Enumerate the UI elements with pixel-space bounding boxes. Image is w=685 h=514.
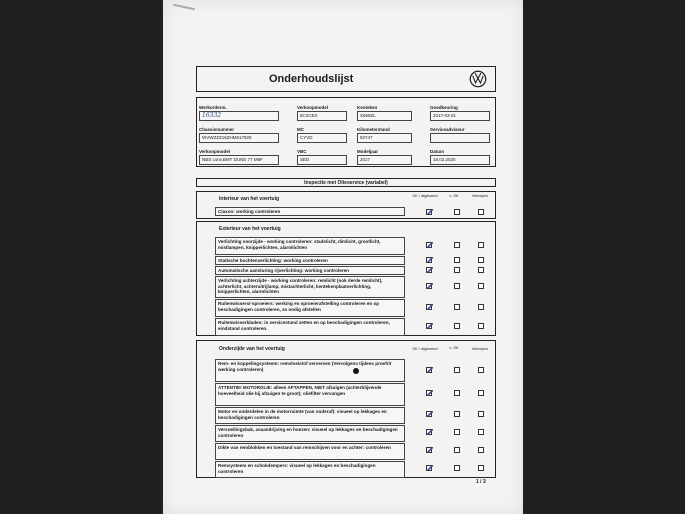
- vw-logo-icon: [469, 70, 487, 88]
- title-bar: [196, 66, 496, 92]
- checkbox-verholpen[interactable]: [478, 267, 484, 273]
- col-verholpen: Verholpen: [471, 194, 489, 198]
- checkbox-verholpen[interactable]: [478, 323, 484, 329]
- vehicle-info-box: [196, 97, 496, 167]
- field-label: Kenteken: [357, 105, 378, 110]
- item-text: Versnellingsbak, asaandrijving en hoezen: visueel op lekkages en beschadigingen controleren: [215, 425, 405, 442]
- col-verholpen: Verholpen: [471, 347, 489, 351]
- field-chassisnummer: [199, 127, 279, 143]
- field-kilometerstand: [357, 127, 412, 143]
- field-value: WVWZZZ16ZHM617929: [199, 133, 279, 143]
- checkbox-verholpen[interactable]: [478, 304, 484, 310]
- checkbox-verholpen[interactable]: [478, 447, 484, 453]
- checklist-row: [197, 406, 495, 424]
- field-label: Werkorderm.: [199, 105, 227, 110]
- field-modeljaar: [357, 149, 412, 165]
- item-text: Claxon: working controleren: [215, 207, 405, 216]
- checkbox-ok[interactable]: [426, 411, 432, 417]
- field-value: NBS conv.BMT DUNE 77 M6F: [199, 155, 279, 165]
- checkbox-not-ok[interactable]: [454, 429, 460, 435]
- checklist-row: [197, 206, 495, 216]
- checklist-row: [197, 236, 495, 255]
- pen-mark: [173, 4, 195, 11]
- checkbox-ok[interactable]: [426, 465, 432, 471]
- checklist-row: [197, 424, 495, 442]
- col-ok: OK / uitgevoerd: [412, 347, 438, 351]
- field-label: Modeljaar: [357, 149, 379, 154]
- item-text: Rem- en koppelingsysteem: remvloeistof verversen (Vervolgens tijdens proefrit werking controleren): [215, 359, 405, 382]
- checkbox-not-ok[interactable]: [454, 465, 460, 471]
- field-value: X658ZL: [357, 111, 412, 121]
- field-value: 5C2CEX: [297, 111, 347, 121]
- checklist-row: [197, 382, 495, 406]
- checkbox-ok[interactable]: [426, 267, 432, 273]
- checklist-row: [197, 275, 495, 298]
- section-exterieur: [196, 221, 496, 336]
- checkbox-ok[interactable]: [426, 429, 432, 435]
- section-interieur: [196, 191, 496, 219]
- checkbox-ok[interactable]: [426, 304, 432, 310]
- item-text: Motor en onderdelen in de motorruimte (van onderaf): visueel op lekkages en beschadigingen controleren: [215, 407, 405, 424]
- item-text: Statische bochtenverlichting: working controleren: [215, 256, 405, 265]
- checkbox-verholpen[interactable]: [478, 283, 484, 289]
- page-number: 1 / 3: [476, 479, 486, 485]
- field-value: 2017-03-01: [430, 111, 490, 121]
- field-value: 2017: [357, 155, 412, 165]
- checkbox-ok[interactable]: [426, 447, 432, 453]
- checkbox-not-ok[interactable]: [454, 411, 460, 417]
- checkbox-not-ok[interactable]: [454, 267, 460, 273]
- section-name: Interieur van het voertuig: [219, 196, 280, 202]
- field-label: Chassisnummer: [199, 127, 235, 132]
- field-verkoopmodel-naam: [199, 149, 279, 165]
- field-label: Goedkeuring: [430, 105, 458, 110]
- checkbox-not-ok[interactable]: [454, 209, 460, 215]
- item-text: Verlichting achterzijde - working controleren: remlicht (ook derde remlicht), achterlicht, achteruitrijlamp, mistachterlicht, kentekenplaatverlichting, knipperlichten, alarmlichten: [215, 276, 405, 298]
- field-label: MC: [297, 127, 304, 132]
- col-ok: OK / uitgevoerd: [412, 194, 438, 198]
- checkbox-verholpen[interactable]: [478, 429, 484, 435]
- checkbox-not-ok[interactable]: [454, 242, 460, 248]
- checkbox-ok[interactable]: [426, 390, 432, 396]
- checkbox-verholpen[interactable]: [478, 411, 484, 417]
- field-werkorder: [199, 105, 279, 121]
- checklist-row: [197, 358, 495, 382]
- item-text: Remsysteem en schokdempers: visueel op lekkages en beschadigingen controleren: [215, 461, 405, 478]
- checkbox-ok[interactable]: [426, 242, 432, 248]
- checkbox-verholpen[interactable]: [478, 465, 484, 471]
- item-text: ATTENTIE! MOTOROLIE: alleen AFTAPPEN, NIET afzuigen (achterblijvende hoeveelheid olie bij afzuigen te groot); oliefilter vervangen: [215, 383, 405, 406]
- field-value: CYVD: [297, 133, 347, 143]
- item-text: Ruitenwisserbladen: in servicestand zetten en op beschadigingen controleren, eindstand controleren.: [215, 318, 405, 336]
- field-label: Serviceadviseur: [430, 127, 465, 132]
- section-header: [197, 192, 495, 206]
- checkbox-not-ok[interactable]: [454, 283, 460, 289]
- checkbox-not-ok[interactable]: [454, 323, 460, 329]
- checkbox-not-ok[interactable]: [454, 367, 460, 373]
- item-text: Ruitenwissers/-sproeiers: werking en sproeierafstelling controleren en op beschadigingen controleren, zo nodig afstellen: [215, 299, 405, 317]
- checkbox-ok[interactable]: [426, 323, 432, 329]
- field-vbc: [297, 149, 347, 165]
- checklist-row: [197, 460, 495, 478]
- checkbox-ok[interactable]: [426, 209, 432, 215]
- checkbox-ok[interactable]: [426, 257, 432, 263]
- field-label: Datum: [430, 149, 445, 154]
- col-not-ok: n. OK: [449, 346, 459, 350]
- checkbox-verholpen[interactable]: [478, 257, 484, 263]
- field-kenteken: [357, 105, 412, 121]
- item-text: Verlichting voorzijde - working controleren: stadslicht, dimlicht, grootlicht, mistlampen, knipperlichten, alarmlichten: [215, 237, 405, 255]
- field-value: SED: [297, 155, 347, 165]
- field-mc: [297, 127, 347, 143]
- checkbox-verholpen[interactable]: [478, 390, 484, 396]
- section-name: Exterieur van het voertuig: [219, 226, 281, 232]
- checkbox-not-ok[interactable]: [454, 390, 460, 396]
- checkbox-verholpen[interactable]: [478, 209, 484, 215]
- field-label: VBC: [297, 149, 307, 154]
- field-goedkeuring: [430, 105, 490, 121]
- field-verkoopmodel-code: [297, 105, 347, 121]
- page-title: Onderhoudslijst: [269, 73, 354, 85]
- checkbox-not-ok[interactable]: [454, 304, 460, 310]
- field-label: Verkoopmodel: [297, 105, 329, 110]
- field-value: 16332: [199, 111, 279, 121]
- section-onderzijde: [196, 340, 496, 478]
- checkbox-not-ok[interactable]: [454, 257, 460, 263]
- checkbox-verholpen[interactable]: [478, 242, 484, 248]
- checklist-row: [197, 317, 495, 336]
- field-datum: [430, 149, 490, 165]
- field-serviceadviseur: [430, 127, 490, 143]
- field-value: 92747: [357, 133, 412, 143]
- checkbox-ok[interactable]: [426, 283, 432, 289]
- checklist-row: [197, 298, 495, 317]
- item-text: Automatische aansturing rijverlichting: working controleren: [215, 266, 405, 275]
- checkbox-not-ok[interactable]: [454, 447, 460, 453]
- document-page: [163, 0, 523, 514]
- marker-dot-icon: [353, 368, 359, 374]
- field-value: 18.02.2025: [430, 155, 490, 165]
- checkbox-verholpen[interactable]: [478, 367, 484, 373]
- section-name: Onderzijde van het voertuig: [219, 346, 285, 352]
- inspection-title: Inspectie met Olieservice (variabel): [196, 178, 496, 187]
- field-value: [430, 133, 490, 143]
- field-label: Verkoopmodel: [199, 149, 231, 154]
- checklist-row: [197, 442, 495, 460]
- field-label: Kilometerstand: [357, 127, 390, 132]
- section-header: [197, 341, 495, 358]
- item-text: Dikte van remblokken en toestand van remschijven voor en achter: controleren: [215, 443, 405, 460]
- section-header: [197, 222, 495, 236]
- checklist-row: [197, 255, 495, 265]
- checklist-row: [197, 265, 495, 275]
- checkbox-ok[interactable]: [426, 367, 432, 373]
- col-not-ok: n. OK: [449, 194, 459, 198]
